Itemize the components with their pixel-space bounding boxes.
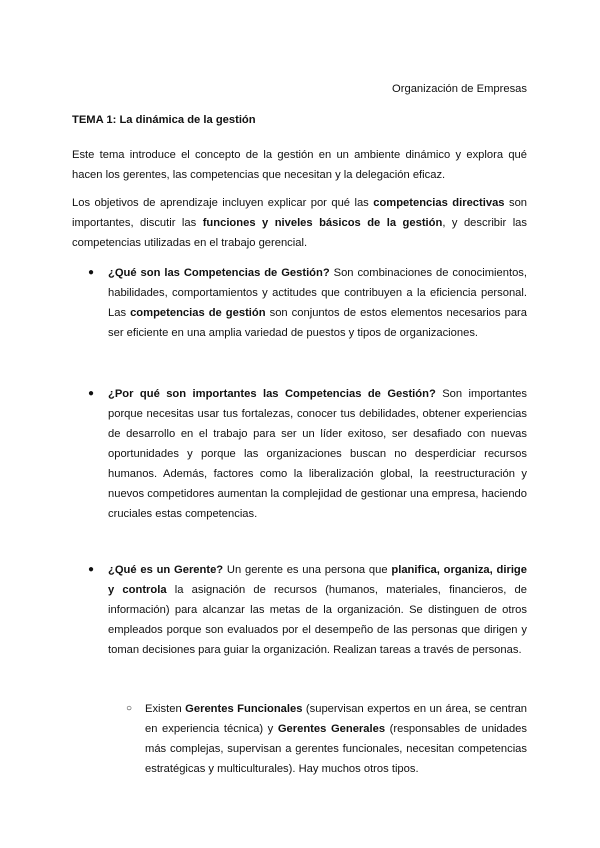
- text: Son combinaciones de conocimientos, habilidades, comportamientos y actitudes que contribuyen a la eficiencia personal. Las: [108, 267, 527, 319]
- text: la asignación de recursos (humanos, materiales, financieros, de información) para alcanzar las metas de la organización. Se distinguen de otros empleados porque son evaluados por el desempeño de las personas que dirigen y toman decisiones para guiar la organización. Realizan tareas a través de personas.: [108, 584, 527, 656]
- bold-term: planifica, organiza, dirige y controla: [108, 564, 527, 596]
- text: son conjuntos de estos elementos necesarios para ser eficiente en una amplia variedad de puestos y tipos de organizaciones.: [108, 307, 528, 339]
- text: (supervisan expertos en un área, se centran en experiencia técnica) y: [145, 703, 528, 735]
- bold-term: competencias directivas: [373, 197, 505, 209]
- page-header: Organización de Empresas: [392, 83, 527, 95]
- sub-bullet-icon: ○: [126, 703, 133, 714]
- sub-list-item: [126, 699, 528, 779]
- text: Un gerente es una persona que: [223, 564, 392, 576]
- objectives-paragraph: [72, 193, 527, 253]
- list-item: [88, 384, 527, 524]
- bold-term: competencias de gestión: [130, 307, 266, 319]
- bold-question: ¿Qué es un Gerente?: [108, 564, 224, 576]
- bullet-icon: ●: [88, 564, 95, 575]
- intro-paragraph: Este tema introduce el concepto de la gestión en un ambiente dinámico y explora qué hacen los gerentes, las competencias que necesitan y la delegación eficaz.: [72, 149, 527, 181]
- text: son importantes, discutir las: [72, 197, 528, 229]
- text: Son importantes porque necesitas usar tus fortalezas, conocer tus debilidades, obtener experiencias de desarrollo en el trabajo para ser un líder exitoso, ser desafiado con nuevas oportunidades y porque las organizaciones buscan no desperdiciar recursos humanos. Además, factores como la liberalización global, la reestructuración y nuevos competidores aumentan la complejidad de gestionar una empresa, haciendo cruciales estas competencias.: [108, 388, 527, 520]
- bold-term: funciones y niveles básicos de la gestión: [202, 217, 443, 229]
- text: , y describir las competencias utilizadas en el trabajo gerencial.: [72, 217, 528, 249]
- bullet-icon: ●: [88, 388, 95, 399]
- list-item: [88, 263, 528, 343]
- text: (responsables de unidades más complejas, supervisan a gerentes funcionales, necesitan competencias estratégicas y multiculturales). Hay muchos otros tipos.: [145, 723, 528, 775]
- bold-term: Gerentes Generales: [277, 723, 386, 735]
- section-title: TEMA 1: La dinámica de la gestión: [72, 114, 256, 126]
- bold-question: ¿Por qué son importantes las Competencias de Gestión?: [108, 388, 436, 400]
- bold-term: Gerentes Funcionales: [185, 703, 303, 715]
- list-item: [88, 560, 527, 660]
- text: Los objetivos de aprendizaje incluyen explicar por qué las: [72, 197, 374, 209]
- bullet-icon: ●: [88, 267, 95, 278]
- text: Existen: [145, 703, 186, 715]
- bold-question: ¿Qué son las Competencias de Gestión?: [108, 267, 330, 279]
